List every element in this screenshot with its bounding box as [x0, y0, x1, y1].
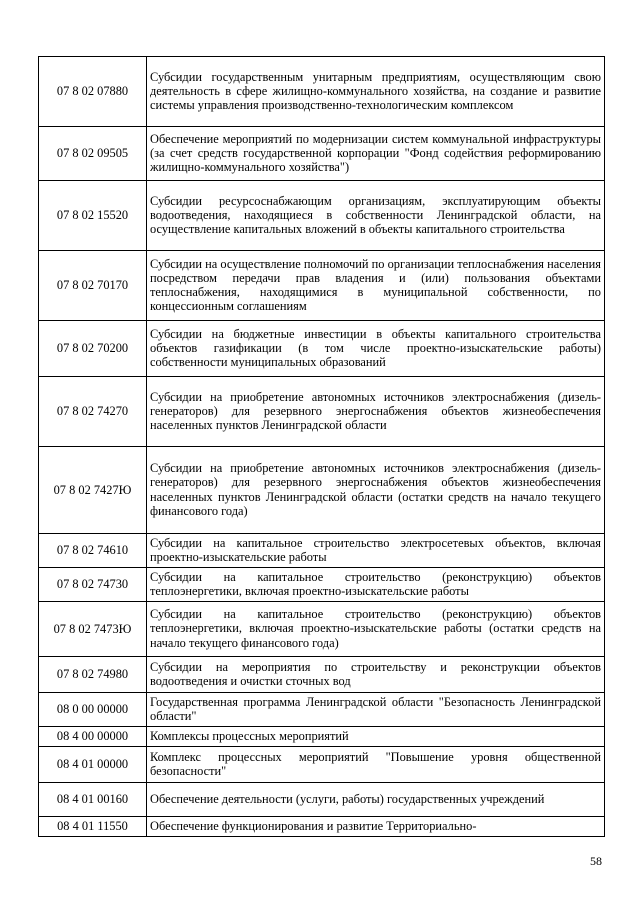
table-row [39, 602, 605, 657]
row-code: 07 8 02 74270 [39, 377, 147, 447]
table-row [39, 657, 605, 693]
page-number: 58 [590, 854, 602, 868]
row-code: 08 4 01 00160 [39, 783, 147, 817]
table-row [39, 251, 605, 321]
table-row [39, 747, 605, 783]
row-description: Комплекс процессных мероприятий "Повышение уровня общественной безопасности" [147, 747, 605, 783]
table-row [39, 377, 605, 447]
table-row [39, 568, 605, 602]
table-row [39, 181, 605, 251]
row-code: 07 8 02 09505 [39, 127, 147, 181]
row-description: Субсидии на капитальное строительство (реконструкцию) объектов теплоэнергетики, включая проектно-изыскательские работы [147, 568, 605, 602]
row-code: 07 8 02 70170 [39, 251, 147, 321]
row-code: 08 4 00 00000 [39, 727, 147, 747]
table-row [39, 447, 605, 534]
row-description: Субсидии на мероприятия по строительству и реконструкции объектов водоотведения и очистки сточных вод [147, 657, 605, 693]
row-code: 08 4 01 11550 [39, 817, 147, 837]
row-code: 07 8 02 07880 [39, 57, 147, 127]
row-description: Субсидии на приобретение автономных источников электроснабжения (дизель-генераторов) для резервного энергоснабжения объектов жизнеобеспечения населенных пунктов Ленинградской области (остатки средств на начало текущего финансового года) [147, 447, 605, 534]
table-body [39, 57, 605, 837]
row-code: 07 8 02 74730 [39, 568, 147, 602]
row-description: Обеспечение деятельности (услуги, работы) государственных учреждений [147, 783, 605, 817]
table-row [39, 57, 605, 127]
row-code: 07 8 02 74610 [39, 534, 147, 568]
row-code: 07 8 02 7473Ю [39, 602, 147, 657]
row-description: Обеспечение функционирования и развитие Территориально- [147, 817, 605, 837]
row-description: Субсидии на бюджетные инвестиции в объекты капитального строительства объектов газификации (в том числе проектно-изыскательские работы) собственности муниципальных образований [147, 321, 605, 377]
row-description: Государственная программа Ленинградской области "Безопасность Ленинградской области" [147, 693, 605, 727]
row-description: Обеспечение мероприятий по модернизации систем коммунальной инфраструктуры (за счет средств государственной корпорации "Фонд содействия реформированию жилищно-коммунального хозяйства") [147, 127, 605, 181]
table-row [39, 534, 605, 568]
budget-classification-table [38, 56, 605, 837]
row-code: 07 8 02 15520 [39, 181, 147, 251]
table-row [39, 321, 605, 377]
row-code: 08 4 01 00000 [39, 747, 147, 783]
row-description: Субсидии на капитальное строительство электросетевых объектов, включая проектно-изыскательские работы [147, 534, 605, 568]
table-row [39, 727, 605, 747]
row-description: Субсидии на капитальное строительство (реконструкцию) объектов теплоэнергетики, включая проектно-изыскательские работы (остатки средств на начало текущего финансового года) [147, 602, 605, 657]
row-code: 07 8 02 7427Ю [39, 447, 147, 534]
table-row [39, 693, 605, 727]
table-row [39, 817, 605, 837]
row-code: 07 8 02 70200 [39, 321, 147, 377]
row-description: Комплексы процессных мероприятий [147, 727, 605, 747]
row-code: 08 0 00 00000 [39, 693, 147, 727]
row-description: Субсидии ресурсоснабжающим организациям, эксплуатирующим объекты водоотведения, находящиеся в собственности Ленинградской области, на осуществление капитальных вложений в объекты капитального строительства [147, 181, 605, 251]
row-description: Субсидии на приобретение автономных источников электроснабжения (дизель-генераторов) для резервного энергоснабжения объектов жизнеобеспечения населенных пунктов Ленинградской области [147, 377, 605, 447]
table-row [39, 127, 605, 181]
row-code: 07 8 02 74980 [39, 657, 147, 693]
row-description: Субсидии на осуществление полномочий по организации теплоснабжения населения посредством передачи прав владения и (или) пользования объектами теплоснабжения, находящимися в муниципальной собственности, по концессионным соглашениям [147, 251, 605, 321]
table-row [39, 783, 605, 817]
row-description: Субсидии государственным унитарным предприятиям, осуществляющим свою деятельность в сфере жилищно-коммунального хозяйства, на создание и развитие системы управления производственно-технологическим комплексом [147, 57, 605, 127]
